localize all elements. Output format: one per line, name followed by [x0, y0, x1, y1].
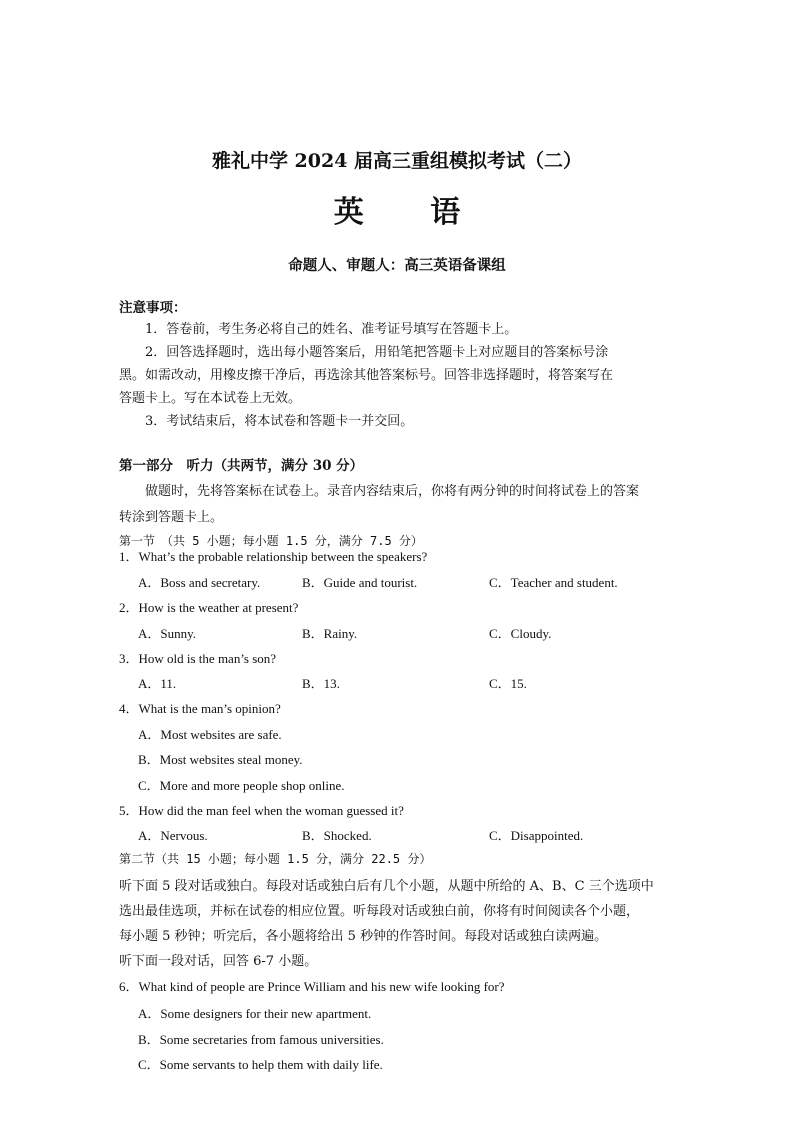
part1-heading: 第一部分 听力（共两节，满分 30 分） — [119, 458, 364, 474]
notice-item-3: 3．考试结束后，将本试卷和答题卡一并交回。 — [145, 414, 414, 429]
question-option: B．Shocked. — [302, 828, 372, 843]
question-option: C．Teacher and student. — [489, 575, 618, 590]
question-stem: 6．What kind of people are Prince William and his new wife looking for? — [119, 979, 505, 994]
notice-heading: 注意事项： — [119, 300, 187, 316]
notice-item-2-line-1: 2．回答选择题时，选出每小题答案后，用铅笔把答题卡上对应题目的答案标号涂 — [145, 345, 609, 360]
notice-item-2-line-2: 黑。如需改动，用橡皮擦干净后，再选涂其他答案标号。回答非选择题时，将答案写在 — [119, 368, 614, 383]
notice-item-1: 1．答卷前，考生务必将自己的姓名、准考证号填写在答题卡上。 — [145, 322, 518, 337]
section1-heading: 第一节 （共 5 小题；每小题 1.5 分，满分 7.5 分） — [119, 534, 423, 548]
question-option: B．13. — [302, 676, 340, 691]
question-stem: 4．What is the man’s opinion? — [119, 701, 281, 716]
dialogue-1-prompt: 听下面一段对话，回答 6-7 小题。 — [119, 954, 318, 969]
question-option: B．Rainy. — [302, 626, 358, 641]
section2-instructions-line-3: 每小题 5 秒钟；听完后，各小题将给出 5 秒钟的作答时间。每段对话或独白读两遍。 — [119, 929, 608, 944]
section2-heading: 第二节（共 15 小题；每小题 1.5 分，满分 22.5 分） — [119, 852, 432, 866]
question-stem: 2．How is the weather at present? — [119, 600, 299, 615]
question-option: C．Some servants to help them with daily life. — [138, 1057, 383, 1072]
question-option: A．11. — [138, 676, 177, 691]
notice-item-2-line-3: 答题卡上。写在本试卷上无效。 — [119, 391, 302, 406]
part1-intro-line-2: 转涂到答题卡上。 — [119, 510, 224, 525]
question-stem: 1．What’s the probable relationship between the speakers? — [119, 549, 428, 564]
question-option: C．Cloudy. — [489, 626, 552, 641]
section2-instructions-line-1: 听下面 5 段对话或独白。每段对话或独白后有几个小题，从题中所给的 A、B、C 三个选项中 — [119, 879, 654, 894]
question-option: C．15. — [489, 676, 527, 691]
question-option: A．Nervous. — [138, 828, 208, 843]
section2-instructions-line-2: 选出最佳选项，并标在试卷的相应位置。听每段对话或独白前，你将有时间阅读各个小题， — [119, 904, 640, 919]
question-option: B．Guide and tourist. — [302, 575, 418, 590]
question-option: A．Most websites are safe. — [138, 727, 282, 742]
question-option: B．Some secretaries from famous universities. — [138, 1032, 384, 1047]
question-option: C．Disappointed. — [489, 828, 584, 843]
question-option: B．Most websites steal money. — [138, 752, 303, 767]
part1-intro-line-1: 做题时，先将答案标在试卷上。录音内容结束后，你将有两分钟的时间将试卷上的答案 — [145, 484, 640, 499]
question-stem: 5．How did the man feel when the woman guessed it? — [119, 803, 404, 818]
question-option: C．More and more people shop online. — [138, 778, 345, 793]
question-option: A．Some designers for their new apartment. — [138, 1006, 372, 1021]
exam-title: 雅礼中学 2024 届高三重组模拟考试（二） — [211, 150, 583, 172]
question-stem: 3．How old is the man’s son? — [119, 651, 277, 666]
question-option: A．Sunny. — [138, 626, 197, 641]
subject-title: 英 语 — [333, 195, 489, 230]
setter-line: 命题人、审题人：高三英语备课组 — [288, 257, 506, 274]
question-option: A．Boss and secretary. — [138, 575, 261, 590]
